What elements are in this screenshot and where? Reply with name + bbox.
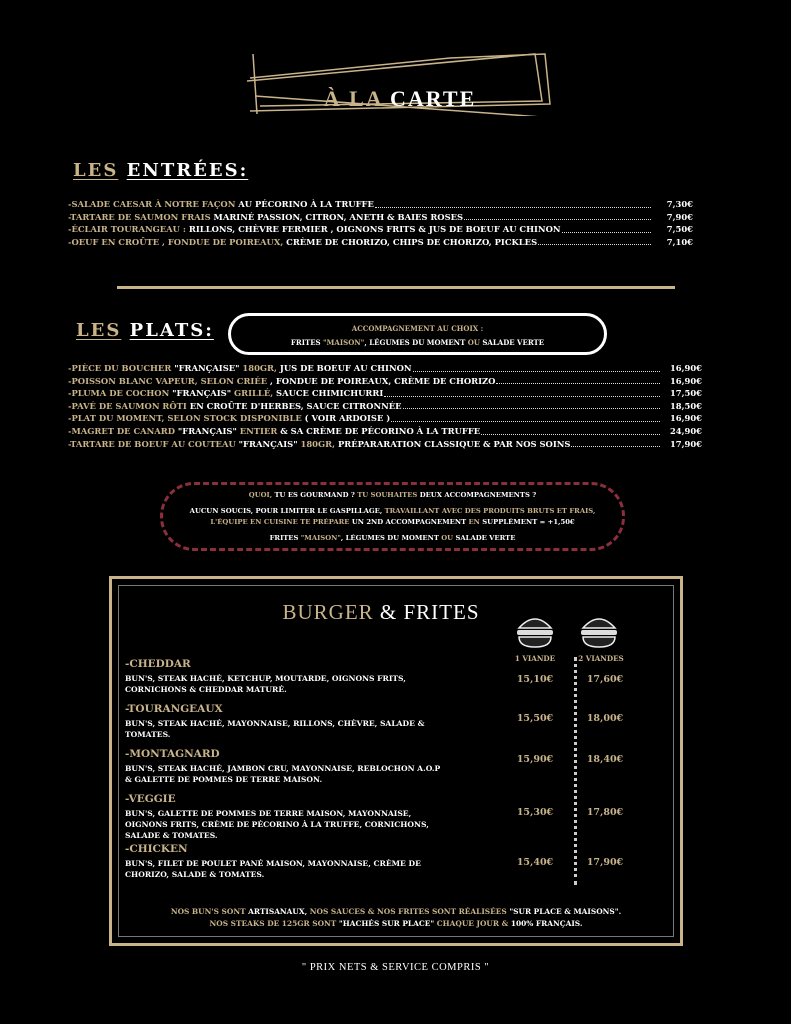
text-segment: OU xyxy=(467,338,483,347)
menu-item-text xyxy=(68,412,390,425)
text-segment: SUPPLÉMENT = +1,50€ xyxy=(482,518,575,526)
menu-item xyxy=(68,412,702,425)
extra-side-box xyxy=(160,482,625,551)
text-segment: 180GR, xyxy=(242,363,280,373)
text-segment: UN 2ND ACCOMPAGNEMENT xyxy=(351,518,469,526)
text-segment: RILLONS, CHÈVRE FERMIER , OIGNONS FRITS & JUS DE BOEUF AU CHINON xyxy=(188,224,561,235)
side-choice-options xyxy=(231,336,604,350)
menu-item-price: 17,50€ xyxy=(669,388,702,399)
burger-description: BUN'S, STEAK HACHÉ, MAYONNAISE, RILLONS, CHÈVRE, SALADE & TOMATES. xyxy=(125,719,425,739)
text-segment: CHAQUE JOUR & xyxy=(436,919,511,928)
dot-leader xyxy=(375,207,651,208)
text-segment: "HACHÉS SUR PLACE" xyxy=(338,919,437,928)
menu-item-price: 17,90€ xyxy=(669,438,702,449)
dot-leader xyxy=(481,434,660,435)
menu-item xyxy=(68,387,702,400)
text-segment: "FRANÇAISE" xyxy=(174,363,243,373)
dot-leader xyxy=(562,232,651,233)
text-segment: SALADE VERTE xyxy=(482,338,545,347)
menu-item-text xyxy=(68,375,495,388)
text-segment: TRAVAILLANT AVEC DES PRODUITS BRUTS ET FRAIS, xyxy=(384,507,596,515)
dot-leader xyxy=(496,383,660,384)
page-title: À LA CARTE xyxy=(323,86,477,111)
menu-item-price: 7,30€ xyxy=(666,199,693,209)
dot-leader xyxy=(571,446,660,447)
plats-heading: LES PLATS: xyxy=(76,320,214,341)
burger-name: -VEGGIE xyxy=(125,793,176,805)
menu-item-price: 18,50€ xyxy=(669,400,702,411)
dot-leader xyxy=(464,219,651,220)
price-2-viandes: 17,90€ xyxy=(586,857,624,868)
text-segment: OU xyxy=(441,534,456,542)
column-1-viande: 1 VIANDE xyxy=(514,654,556,663)
text-segment: FRITES xyxy=(269,534,301,542)
text-segment: GRILLÉ, xyxy=(234,388,277,399)
text-segment: -PIÈCE DU BOUCHER xyxy=(68,363,175,373)
entrees-heading: LES ENTRÉES: xyxy=(73,160,249,181)
price-1-viande: 15,50€ xyxy=(516,713,554,724)
text-segment: "FRANÇAIS" xyxy=(172,388,235,399)
plats-list xyxy=(68,362,702,450)
burger-name: -TOURANGEAUX xyxy=(125,703,223,715)
text-segment: -MAGRET DE CANARD xyxy=(68,425,178,436)
burger-description: BUN'S, STEAK HACHÉ, KETCHUP, MOUTARDE, OIGNONS FRITS, CORNICHONS & CHEDDAR MATURÉ. xyxy=(125,674,406,694)
text-segment: -PLAT DU MOMENT, SELON STOCK DISPONIBLE xyxy=(68,413,305,424)
burger-section xyxy=(109,576,683,946)
burger-name: -CHEDDAR xyxy=(125,658,191,670)
menu-item-price: 7,50€ xyxy=(666,224,693,235)
menu-item-text xyxy=(68,236,537,249)
price-1-viande: 15,10€ xyxy=(516,674,554,685)
text-segment: NOS STEAKS DE 125GR SONT xyxy=(209,919,339,928)
dot-leader xyxy=(384,396,660,397)
menu-item-text xyxy=(68,362,412,375)
menu-item xyxy=(68,400,702,413)
text-segment: CRÈME DE CHORIZO, CHIPS DE CHORIZO, PICKLES xyxy=(286,236,538,247)
text-segment: "FRANÇAIS" xyxy=(238,438,301,449)
price-2-viandes: 17,80€ xyxy=(586,807,624,818)
extra-side-line xyxy=(163,517,622,528)
column-2-viandes: 2 VIANDES xyxy=(578,654,624,663)
text-segment: -OEUF EN CROÛTE , FONDUE DE POIREAUX, xyxy=(68,236,287,247)
text-segment: "FRANÇAIS" xyxy=(177,425,240,436)
dot-leader xyxy=(391,421,660,422)
text-segment: NOS BUN'S SONT xyxy=(170,907,249,916)
dot-leader xyxy=(403,408,660,409)
side-choice-title: ACCOMPAGNEMENT AU CHOIX : xyxy=(351,324,484,333)
burger-description: BUN'S, GALETTE DE POMMES DE TERRE MAISON, MAYONNAISE, OIGNONS FRITS, CRÈME DE PÉCORINO À LA TRUFFE, CORNICHONS, SALADE & TOMATES. xyxy=(125,809,429,840)
text-segment: EN CROÛTE D'HERBES, SAUCE CITRONNÉE xyxy=(189,400,402,411)
text-segment: , LÉGUMES DU MOMENT xyxy=(364,338,468,347)
text-segment: , FONDUE DE POIREAUX, CRÈME DE CHORIZO xyxy=(270,375,496,386)
text-segment: NOS SAUCES & NOS FRITES SONT RÉALISÉES xyxy=(309,907,510,916)
text-segment: "MAISON" xyxy=(300,534,341,542)
text-segment: L'ÉQUIPE EN CUISINE TE PRÉPARE xyxy=(210,518,352,526)
dot-leader xyxy=(538,244,651,245)
dot-leader xyxy=(413,371,660,372)
text-segment: -POISSON BLANC VAPEUR, SELON CRIÉE xyxy=(68,375,271,386)
menu-item-price: 7,90€ xyxy=(666,211,693,222)
extra-side-line xyxy=(163,490,622,501)
text-segment: -TARTARE DE BOEUF AU COUTEAU xyxy=(68,438,239,449)
text-segment: TU SOUHAITES xyxy=(357,491,420,499)
menu-item-text xyxy=(68,211,463,224)
text-segment: ENTIER xyxy=(239,425,281,436)
extra-side-line xyxy=(163,506,622,517)
burger-note-line xyxy=(119,906,673,918)
text-segment: -SALADE CAESAR À NOTRE FAÇON xyxy=(68,199,239,209)
burger-icon xyxy=(515,614,555,650)
text-segment: AU PÉCORINO À LA TRUFFE xyxy=(238,199,374,209)
text-segment: ARTISANAUX, xyxy=(248,907,310,916)
section-divider xyxy=(117,286,675,289)
text-segment: 180GR, xyxy=(300,438,338,449)
text-segment: -TARTARE DE SAUMON FRAIS xyxy=(68,211,214,222)
menu-item xyxy=(68,425,702,438)
burger-name: -MONTAGNARD xyxy=(125,748,220,760)
text-segment: MARINÉ PASSION, CITRON, ANETH & BAIES ROSES xyxy=(213,211,464,222)
burger-note-line xyxy=(119,918,673,930)
text-segment: -ÉCLAIR TOURANGEAU : xyxy=(68,224,189,235)
menu-item-text xyxy=(68,223,561,236)
text-segment: "MAISON" xyxy=(323,338,365,347)
price-1-viande: 15,30€ xyxy=(516,807,554,818)
price-2-viandes: 17,60€ xyxy=(586,674,624,685)
menu-item-text xyxy=(68,400,402,413)
text-segment: EN xyxy=(468,518,483,526)
burger-description: BUN'S, FILET DE POULET PANÉ MAISON, MAYONNAISE, CRÈME DE CHORIZO, SALADE & TOMATES. xyxy=(125,859,421,879)
text-segment: FRITES xyxy=(290,338,324,347)
text-segment: ( VOIR ARDOISE ) xyxy=(304,413,391,424)
text-segment: SAUCE CHIMICHURRI xyxy=(276,388,384,399)
menu-item-text xyxy=(68,198,374,211)
menu-item-text xyxy=(68,438,570,451)
footer-note: " PRIX NETS & SERVICE COMPRIS " xyxy=(301,962,490,973)
menu-item xyxy=(68,198,693,211)
menu-item-text xyxy=(68,425,480,438)
entrees-list xyxy=(68,198,693,248)
menu-item-price: 16,90€ xyxy=(669,375,702,386)
menu-item-price: 16,90€ xyxy=(669,413,702,424)
menu-item xyxy=(68,211,693,224)
menu-item xyxy=(68,375,702,388)
text-segment: JUS DE BOEUF AU CHINON xyxy=(279,363,412,373)
menu-item xyxy=(68,236,693,249)
text-segment: SALADE VERTE xyxy=(455,534,516,542)
menu-item-text xyxy=(68,387,383,400)
burger-note xyxy=(119,906,673,930)
menu-item xyxy=(68,362,702,375)
price-1-viande: 15,40€ xyxy=(516,857,554,868)
text-segment: -PAVÉ DE SAUMON RÔTI xyxy=(68,400,190,411)
text-segment: , LÉGUMES DU MOMENT xyxy=(340,534,442,542)
price-2-viandes: 18,00€ xyxy=(586,713,624,724)
text-segment: -PLUMA DE COCHON xyxy=(68,388,173,399)
text-segment: DEUX ACCOMPAGNEMENTS ? xyxy=(419,491,537,499)
column-separator xyxy=(574,657,577,885)
menu-item xyxy=(68,223,693,236)
extra-side-line xyxy=(163,533,622,544)
text-segment: QUOI, xyxy=(248,491,275,499)
menu-item-price: 7,10€ xyxy=(666,236,693,247)
burger-icon xyxy=(579,614,619,650)
text-segment: "SUR PLACE & MAISONS". xyxy=(509,907,622,916)
menu-item-price: 24,90€ xyxy=(669,425,702,436)
burger-name: -CHICKEN xyxy=(125,843,188,855)
price-2-viandes: 18,40€ xyxy=(586,754,624,765)
side-choice-box xyxy=(228,313,607,355)
menu-item-price: 16,90€ xyxy=(669,363,702,373)
burger-title: BURGER & FRITES xyxy=(282,600,480,624)
text-segment: AUCUN SOUCIS, POUR LIMITER LE GASPILLAGE, xyxy=(189,507,385,515)
burger-description: BUN'S, STEAK HACHÉ, JAMBON CRU, MAYONNAISE, REBLOCHON A.O.P & GALETTE DE POMMES DE TERRE MAISON. xyxy=(125,764,441,784)
text-segment: TU ES GOURMAND ? xyxy=(274,491,358,499)
text-segment: 100% FRANÇAIS. xyxy=(510,919,583,928)
menu-item xyxy=(68,438,702,451)
text-segment: PRÉPARARATION CLASSIQUE & PAR NOS SOINS xyxy=(337,438,571,449)
price-1-viande: 15,90€ xyxy=(516,754,554,765)
text-segment: & SA CRÈME DE PÉCORINO À LA TRUFFE xyxy=(280,425,481,436)
